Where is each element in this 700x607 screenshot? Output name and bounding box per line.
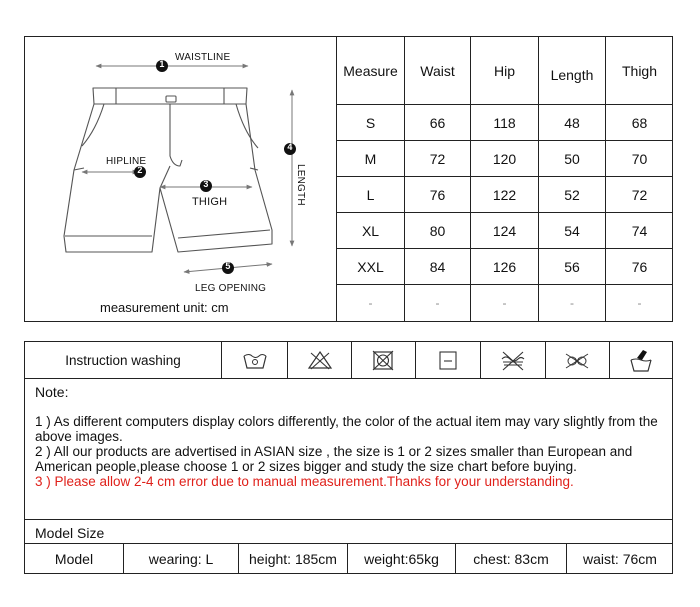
size-cell: XL (361, 222, 380, 239)
model-waist: waist: 76cm (583, 550, 657, 567)
leg-opening-label: LEG OPENING (195, 283, 267, 294)
thigh-cell: 74 (631, 222, 648, 239)
marker-5: 5 (225, 261, 231, 271)
size-cell: L (366, 186, 375, 203)
no-tumble-dry-icon (368, 346, 398, 374)
hip-cell: - (502, 296, 507, 310)
note-line-1: 1 ) As different computers display colors differently, the color of the actual item may vary slightly from the above images. (35, 414, 658, 444)
length-cell: 50 (564, 150, 580, 167)
shorts-diagram (60, 40, 330, 296)
thigh-cell: 72 (631, 186, 648, 203)
length-cell: 56 (564, 258, 580, 275)
waist-cell: 72 (429, 150, 446, 167)
waist-cell: 66 (429, 114, 446, 131)
thigh-label: THIGH (192, 196, 228, 208)
thigh-cell: 68 (631, 114, 648, 131)
dry-flat-icon (433, 346, 463, 374)
size-cell: M (364, 150, 377, 167)
no-wring-icon (498, 346, 528, 374)
length-label: LENGTH (295, 164, 306, 206)
size-cell: XXL (357, 258, 384, 275)
waist-cell: 84 (429, 258, 446, 275)
waist-cell: 80 (429, 222, 446, 239)
header-measure: Measure (343, 62, 398, 79)
waistline-label: WAISTLINE (175, 52, 231, 63)
marker-2: 2 (137, 165, 143, 175)
length-cell: 54 (564, 222, 580, 239)
model-height: height: 185cm (249, 550, 337, 567)
length-cell: 48 (564, 114, 580, 131)
model-weight: weight:65kg (364, 550, 439, 567)
header-length: Length (550, 66, 594, 83)
marker-4: 4 (287, 142, 293, 152)
thigh-cell: 76 (631, 258, 648, 275)
hip-cell: 126 (492, 258, 517, 275)
thigh-cell: 70 (631, 150, 648, 167)
unit-note: measurement unit: cm (100, 300, 229, 315)
note-line-2: 2 ) All our products are advertised in ASIAN size , the size is 1 or 2 sizes smaller than European and American people,please choose 1 or 2 sizes bigger and study the size chart before buying. (35, 444, 633, 474)
thigh-cell: - (637, 296, 642, 310)
hip-cell: 120 (492, 150, 517, 167)
hip-cell: 118 (493, 114, 516, 131)
waist-cell: 76 (429, 186, 446, 203)
note-title: Note: (35, 384, 69, 400)
model-chest: chest: 83cm (473, 550, 549, 567)
no-bleach-icon (305, 346, 335, 374)
no-iron-icon (562, 346, 592, 374)
hipline-label: HIPLINE (106, 156, 147, 167)
model-size-title: Model Size (35, 525, 105, 541)
header-hip: Hip (493, 62, 515, 79)
size-cell: S (365, 114, 376, 131)
model-label: Model (54, 550, 94, 567)
hand-wash-icon (240, 346, 270, 374)
washing-label: Instruction washing (65, 352, 181, 368)
marker-1: 1 (159, 59, 165, 69)
length-cell: - (570, 296, 574, 310)
hand-wash-only-icon (626, 346, 656, 374)
length-cell: 52 (564, 186, 580, 203)
size-cell: - (368, 296, 373, 310)
model-wearing: wearing: L (148, 550, 214, 567)
header-waist: Waist (420, 62, 455, 79)
waist-cell: - (435, 296, 440, 310)
header-thigh: Thigh (621, 62, 658, 79)
note-line-3: 3 ) Please allow 2-4 cm error due to manual measurement.Thanks for your understanding. (35, 474, 574, 489)
marker-3: 3 (203, 179, 209, 189)
hip-cell: 124 (492, 222, 517, 239)
hip-cell: 122 (492, 186, 517, 203)
